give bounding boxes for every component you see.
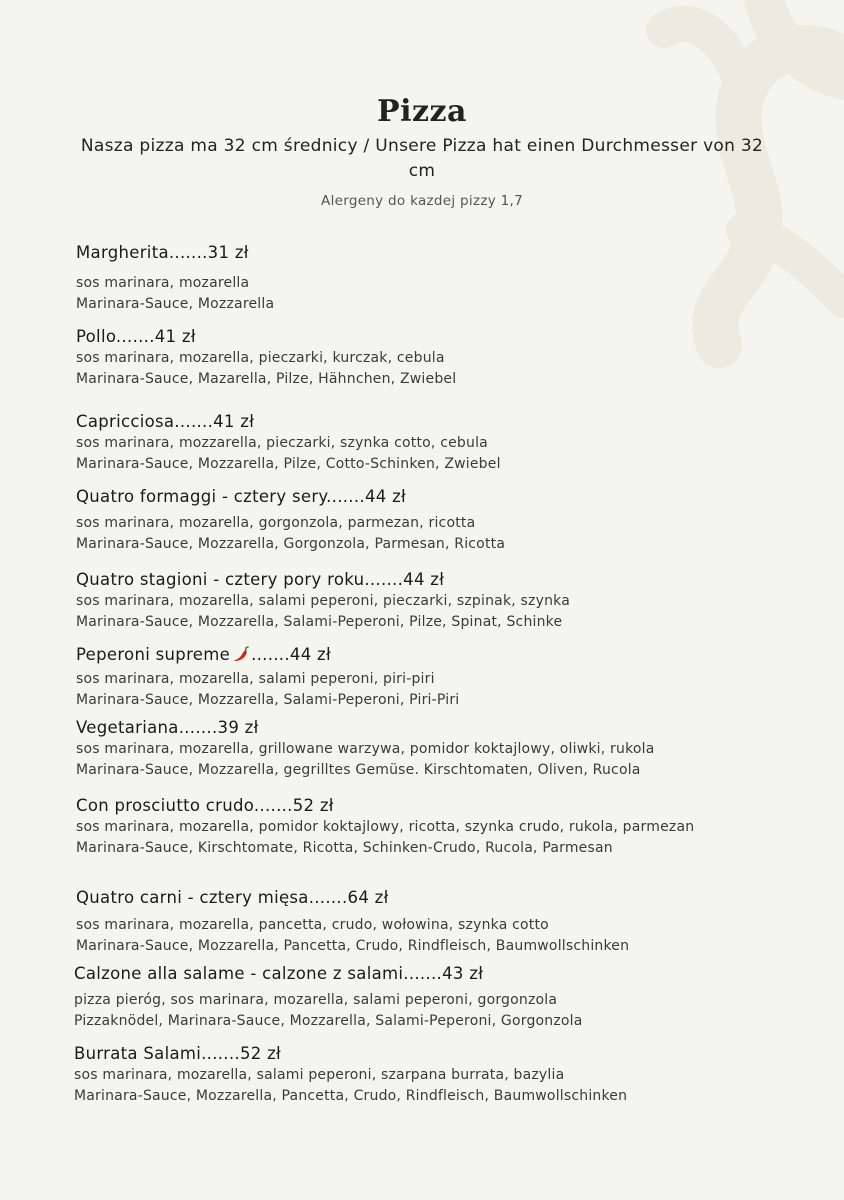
menu-item-quatro-formaggi xyxy=(76,486,756,555)
item-desc-pl: sos marinara, mozzarella, pieczarki, szynka cotto, cebula xyxy=(76,435,488,451)
item-desc-pl: sos marinara, mozarella, pancetta, crudo, wołowina, szynka cotto xyxy=(76,917,549,933)
item-name-price: Quatro stagioni - cztery pory roku.......44 zł xyxy=(76,570,445,589)
item-desc-pl: sos marinara, mozarella xyxy=(76,275,250,291)
menu-header xyxy=(0,92,844,210)
menu-item-pollo xyxy=(76,326,756,390)
item-price: .......44 zł xyxy=(251,645,331,664)
item-name-price: Pollo.......41 zł xyxy=(76,327,196,346)
item-desc-de: Marinara-Sauce, Mozzarella xyxy=(76,296,275,312)
menu-item-capricciosa xyxy=(76,411,756,475)
allergens-note: Alergeny do kazdej pizzy 1,7 xyxy=(321,193,523,209)
item-desc-de: Marinara-Sauce, Kirschtomate, Ricotta, Schinken-Crudo, Rucola, Parmesan xyxy=(76,840,613,856)
menu-item-quatro-stagioni xyxy=(76,569,756,633)
item-desc-de: Marinara-Sauce, Mozzarella, Salami-Peperoni, Pilze, Spinat, Schinke xyxy=(76,614,563,630)
item-desc-de: Marinara-Sauce, Mozzarella, Salami-Peperoni, Piri-Piri xyxy=(76,692,460,708)
item-name-price: Burrata Salami.......52 zł xyxy=(74,1044,282,1063)
item-desc-de: Pizzaknödel, Marinara-Sauce, Mozzarella, Salami-Peperoni, Gorgonzola xyxy=(74,1013,583,1029)
item-name-price: Capricciosa.......41 zł xyxy=(76,412,255,431)
item-desc-de: Marinara-Sauce, Mazarella, Pilze, Hähnchen, Zwiebel xyxy=(76,371,457,387)
menu-item-calzone-alla-salame xyxy=(74,963,754,1032)
item-desc-pl: sos marinara, mozarella, grillowane warzywa, pomidor koktajlowy, oliwki, rukola xyxy=(76,741,655,757)
chili-pepper-icon xyxy=(233,645,251,669)
page-title: Pizza xyxy=(377,94,467,129)
item-name-price xyxy=(76,644,756,669)
item-name-price: Vegetariana.......39 zł xyxy=(76,718,259,737)
item-desc-pl: pizza pieróg, sos marinara, mozarella, salami peperoni, gorgonzola xyxy=(74,992,558,1008)
item-desc-de: Marinara-Sauce, Mozzarella, Pancetta, Crudo, Rindfleisch, Baumwollschinken xyxy=(76,938,630,954)
item-desc-pl: sos marinara, mozarella, salami peperoni, pieczarki, szpinak, szynka xyxy=(76,593,570,609)
item-name-price: Quatro formaggi - cztery sery.......44 zł xyxy=(76,487,407,506)
item-name: Peperoni supreme xyxy=(76,645,231,664)
item-desc-de: Marinara-Sauce, Mozzarella, Gorgonzola, Parmesan, Ricotta xyxy=(76,536,506,552)
item-desc-pl: sos marinara, mozarella, gorgonzola, parmezan, ricotta xyxy=(76,515,476,531)
diameter-note: Nasza pizza ma 32 cm średnicy / Unsere Pizza hat einen Durchmesser von 32 cm xyxy=(80,136,764,181)
item-desc-de: Marinara-Sauce, Mozzarella, Pilze, Cotto-Schinken, Zwiebel xyxy=(76,456,501,472)
menu-item-margherita xyxy=(76,242,756,315)
item-desc-pl: sos marinara, mozarella, pieczarki, kurczak, cebula xyxy=(76,350,445,366)
item-desc-de: Marinara-Sauce, Mozzarella, gegrilltes Gemüse. Kirschtomaten, Oliven, Rucola xyxy=(76,762,641,778)
menu-item-peperoni-supreme xyxy=(76,644,756,711)
item-name-price: Quatro carni - cztery mięsa.......64 zł xyxy=(76,888,389,907)
menu-item-burrata-salami xyxy=(74,1043,754,1107)
menu-item-vegetariana xyxy=(76,717,756,781)
item-desc-pl: sos marinara, mozarella, salami peperoni, piri-piri xyxy=(76,671,435,687)
menu-item-quatro-carni xyxy=(76,887,756,957)
item-name-price: Margherita.......31 zł xyxy=(76,243,249,262)
item-desc-pl: sos marinara, mozarella, salami peperoni, szarpana burrata, bazylia xyxy=(74,1067,565,1083)
item-desc-pl: sos marinara, mozarella, pomidor koktajlowy, ricotta, szynka crudo, rukola, parmezan xyxy=(76,819,695,835)
menu-item-con-prosciutto-crudo xyxy=(76,795,756,859)
item-desc-de: Marinara-Sauce, Mozzarella, Pancetta, Crudo, Rindfleisch, Baumwollschinken xyxy=(74,1088,628,1104)
item-name-price: Con prosciutto crudo.......52 zł xyxy=(76,796,334,815)
item-name-price: Calzone alla salame - calzone z salami.......43 zł xyxy=(74,964,484,983)
